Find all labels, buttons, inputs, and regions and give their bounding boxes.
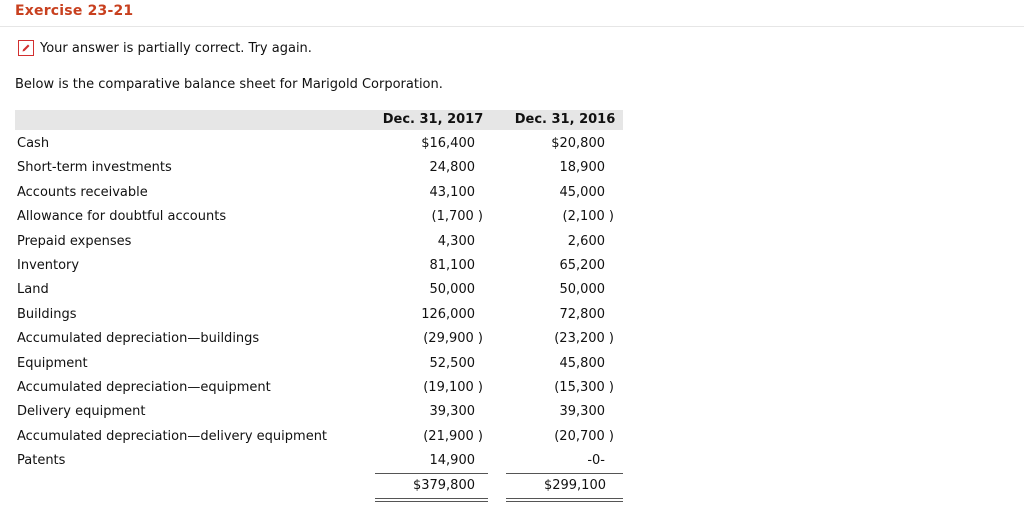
table-row — [0, 449, 1024, 473]
table-row — [0, 132, 1024, 156]
table-row — [0, 230, 1024, 254]
row-label: Accounts receivable — [17, 184, 148, 200]
status-message: Your answer is partially correct. Try again. — [40, 40, 312, 56]
table-row — [0, 352, 1024, 376]
value-2016: 65,200 — [559, 258, 605, 273]
table-row — [0, 303, 1024, 327]
row-label: Equipment — [17, 355, 88, 371]
table-row — [0, 156, 1024, 180]
total-2017: $379,800 — [412, 478, 475, 493]
value-2017: 52,500 — [429, 355, 475, 371]
value-2017: $16,400 — [421, 136, 475, 151]
value-2017: 50,000 — [429, 282, 475, 298]
value-2017: (1,700 ) — [431, 209, 483, 225]
double-line-2017-a — [375, 498, 488, 499]
table-row — [0, 327, 1024, 351]
value-2016: 72,800 — [559, 306, 605, 322]
row-label: Land — [17, 282, 49, 298]
double-line-2017-b — [375, 501, 488, 502]
value-2017: 81,100 — [429, 258, 475, 273]
value-2017: 43,100 — [429, 184, 475, 200]
row-label: Allowance for doubtful accounts — [17, 209, 227, 225]
table-row — [0, 205, 1024, 229]
intro-text: Below is the comparative balance sheet for Marigold Corporation. — [15, 77, 443, 92]
row-label: Short-term investments — [17, 160, 172, 176]
value-2016: -0- — [587, 453, 605, 469]
sum-line-2016 — [506, 473, 623, 474]
row-label: Accumulated depreciation—delivery equipment — [17, 428, 328, 444]
row-label: Accumulated depreciation—equipment — [17, 380, 271, 395]
value-2016: 45,800 — [559, 355, 605, 371]
table-row — [0, 278, 1024, 302]
value-2017: 14,900 — [429, 453, 475, 469]
table-row — [0, 425, 1024, 449]
total-2016: $299,100 — [543, 478, 606, 493]
sum-line-2017 — [375, 473, 488, 474]
value-2017: 24,800 — [429, 160, 475, 176]
value-2016: 45,000 — [559, 184, 605, 200]
row-label: Accumulated depreciation—buildings — [17, 331, 260, 347]
double-line-2016-a — [506, 498, 623, 499]
double-line-2016-b — [506, 501, 623, 502]
pencil-icon — [18, 40, 34, 56]
value-2016: (15,300 ) — [554, 380, 614, 395]
row-label: Prepaid expenses — [17, 233, 132, 249]
table-row — [0, 376, 1024, 400]
answer-status — [18, 39, 312, 57]
title-divider — [0, 26, 1024, 27]
value-2016: 18,900 — [559, 160, 605, 176]
row-label: Buildings — [17, 306, 77, 322]
row-label: Patents — [17, 453, 66, 469]
value-2017: 4,300 — [437, 233, 475, 249]
value-2017: 126,000 — [421, 306, 475, 322]
value-2016: 50,000 — [559, 282, 605, 298]
value-2016: 39,300 — [559, 404, 605, 420]
value-2016: (2,100 ) — [562, 209, 614, 225]
value-2016: (20,700 ) — [554, 428, 614, 444]
row-label: Delivery equipment — [17, 404, 146, 420]
row-label: Inventory — [17, 258, 80, 273]
exercise-title: Exercise 23-21 — [15, 3, 134, 19]
value-2017: (21,900 ) — [423, 428, 483, 444]
column-header-2017: Dec. 31, 2017 — [382, 112, 484, 127]
column-header-2016: Dec. 31, 2016 — [514, 112, 616, 127]
table-row — [0, 400, 1024, 424]
table-row — [0, 254, 1024, 278]
value-2017: (19,100 ) — [423, 380, 483, 395]
value-2017: (29,900 ) — [423, 331, 483, 347]
value-2016: (23,200 ) — [554, 331, 614, 347]
value-2016: $20,800 — [551, 136, 605, 151]
value-2016: 2,600 — [567, 233, 605, 249]
value-2017: 39,300 — [429, 404, 475, 420]
table-row — [0, 181, 1024, 205]
row-label: Cash — [17, 136, 50, 151]
